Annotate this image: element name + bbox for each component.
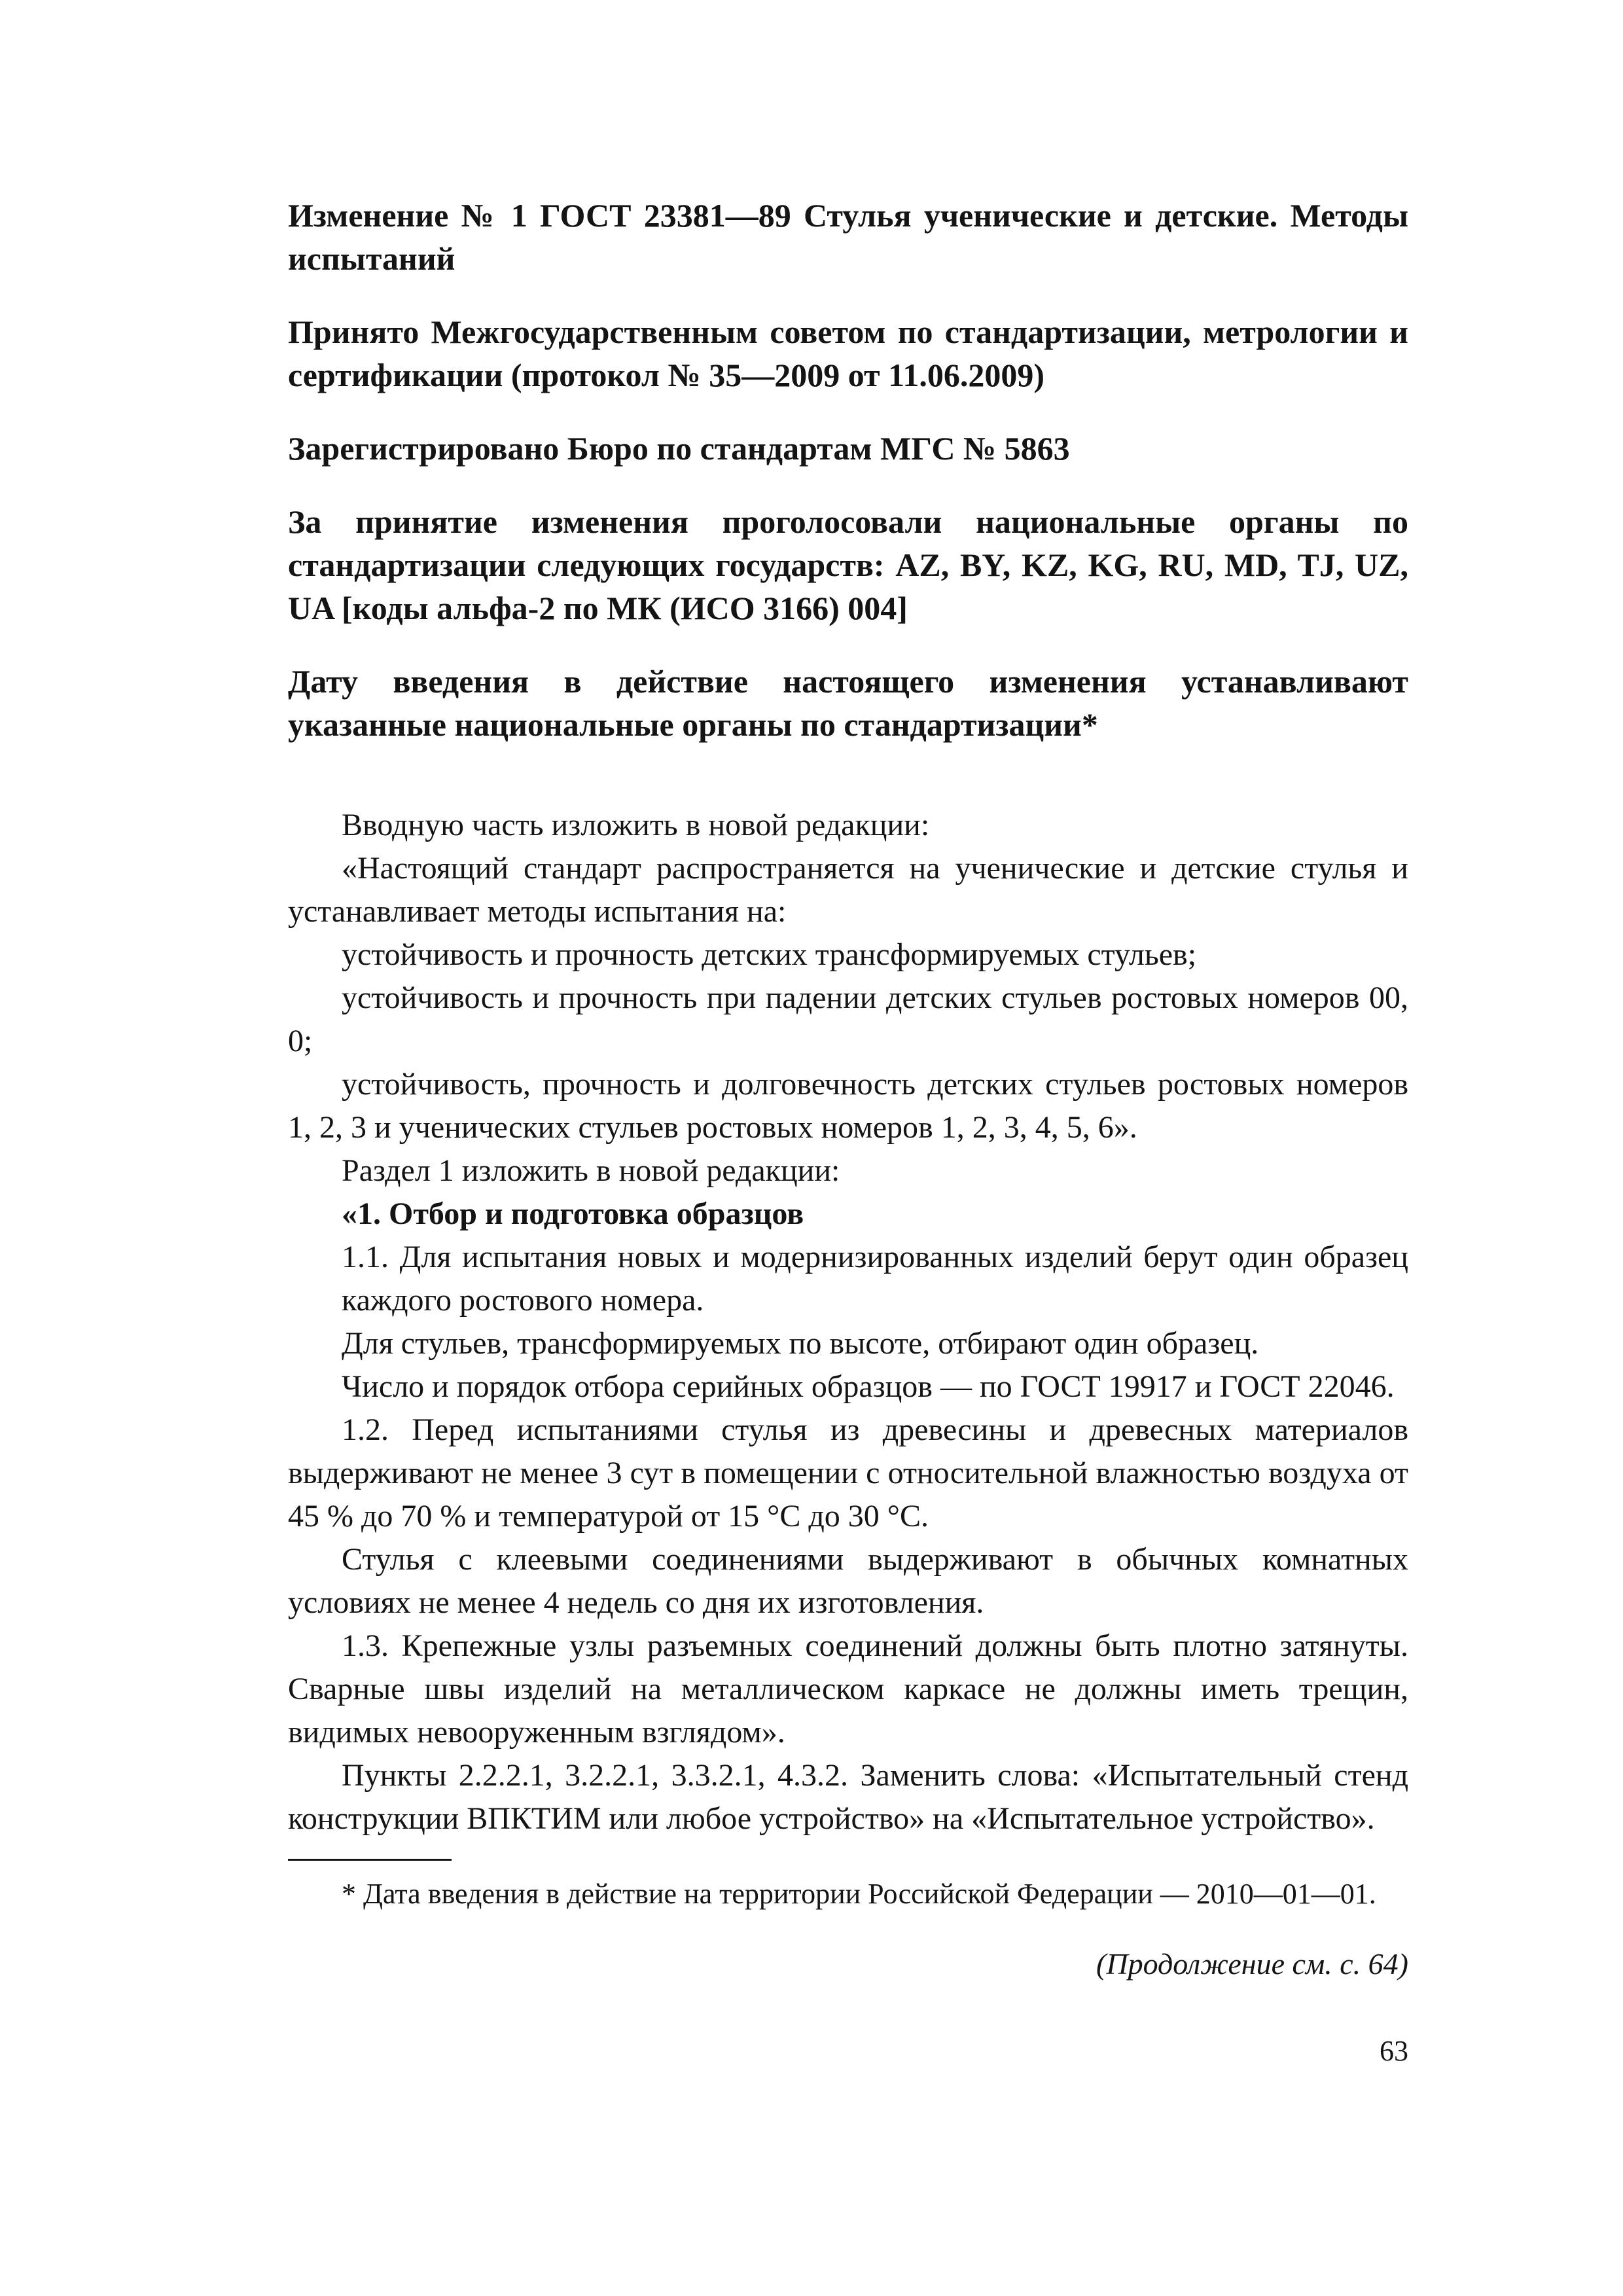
document-title: Изменение № 1 ГОСТ 23381—89 Стулья ученические и детские. Методы испытаний <box>288 197 1408 277</box>
registration-statement: Зарегистрировано Бюро по стандартам МГС № 5863 <box>288 430 1070 467</box>
body-paragraph: Для стульев, трансформируемых по высоте, отбирают один образец. <box>342 1326 1259 1361</box>
section-heading: «1. Отбор и подготовка образцов <box>342 1196 804 1231</box>
body-paragraph: 1.1. Для испытания новых и модернизированных изделий берут один образец каждого ростового номера. <box>342 1240 1408 1318</box>
body-paragraph: 1.2. Перед испытаниями стулья из древесины и древесных материалов выдерживают не менее 3 сут в помещении с относительной влажностью воздуха от 45 % до 70 % и температурой от 15 °С до 30 °С. <box>288 1412 1408 1534</box>
body-paragraph: Стулья с клеевыми соединениями выдерживают в обычных комнатных условиях не менее 4 недель со дня их изготовления. <box>288 1542 1408 1620</box>
body-paragraph: Пункты 2.2.2.1, 3.2.2.1, 3.3.2.1, 4.3.2. Заменить слова: «Испытательный стенд конструкции ВПКТИМ или любое устройство» на «Испытательное устройство». <box>288 1758 1408 1836</box>
amendment-body <box>288 804 1408 1840</box>
body-paragraph: устойчивость, прочность и долговечность детских стульев ростовых номеров 1, 2, 3 и ученических стульев ростовых номеров 1, 2, 3, 4, 5, 6». <box>288 1067 1408 1145</box>
body-paragraph: 1.3. Крепежные узлы разъемных соединений должны быть плотно затянуты. Сварные швы изделий на металлическом каркасе не должны иметь трещин, видимых невооруженным взглядом». <box>288 1628 1408 1749</box>
body-paragraph: Раздел 1 изложить в новой редакции: <box>342 1153 840 1188</box>
body-paragraph: устойчивость и прочность детских трансформируемых стульев; <box>342 937 1197 972</box>
body-paragraph: Число и порядок отбора серийных образцов — по ГОСТ 19917 и ГОСТ 22046. <box>342 1369 1395 1404</box>
page-number: 63 <box>1380 2035 1408 2067</box>
body-paragraph: «Настоящий стандарт распространяется на ученические и детские стулья и устанавливает методы испытания на: <box>288 851 1408 929</box>
continuation-note: (Продолжение см. с. 64) <box>1096 1947 1408 1981</box>
footnote-divider <box>288 1859 452 1861</box>
body-paragraph: Вводную часть изложить в новой редакции: <box>342 808 930 842</box>
voting-statement: За принятие изменения проголосовали национальные органы по стандартизации следующих государств: AZ, BY, KZ, KG, RU, MD, TJ, UZ, UA [коды альфа-2 по МК (ИСО 3166) 004] <box>288 503 1408 626</box>
footnote: * Дата введения в действие на территории Российской Федерации — 2010—01—01. <box>342 1878 1376 1910</box>
body-paragraph: устойчивость и прочность при падении детских стульев ростовых номеров 00, 0; <box>288 980 1408 1058</box>
effective-date-statement: Дату введения в действие настоящего изменения устанавливают указанные национальные органы по стандартизации* <box>288 663 1408 743</box>
adoption-statement: Принято Межгосударственным советом по стандартизации, метрологии и сертификации (протокол № 35—2009 от 11.06.2009) <box>288 314 1408 393</box>
document-page <box>288 194 1408 2099</box>
